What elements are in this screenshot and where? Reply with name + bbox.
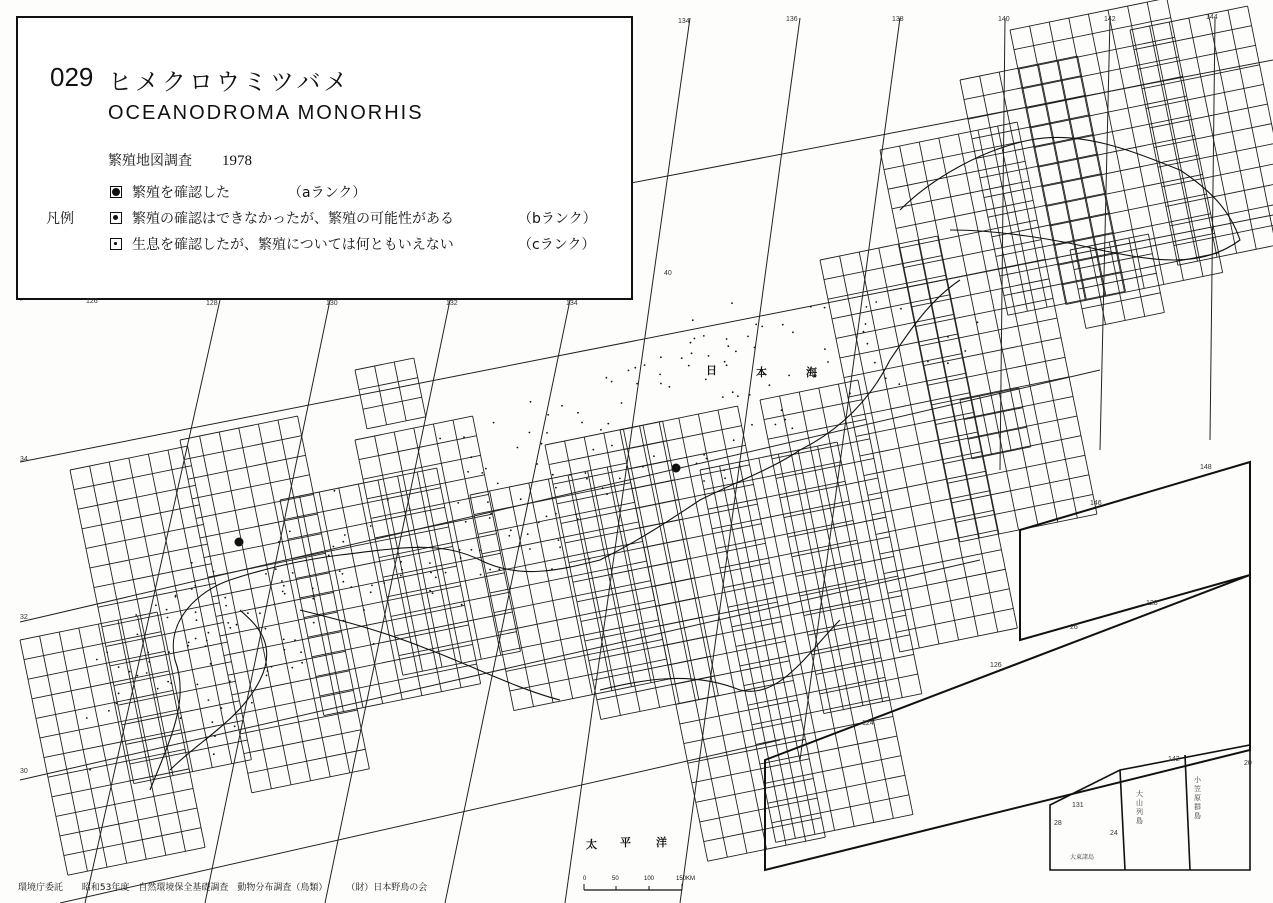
longitude-tick: 134 <box>678 18 690 25</box>
scale-label: 150KM <box>676 876 696 882</box>
latitude-tick: 34 <box>20 456 28 463</box>
latitude-tick: 30 <box>20 768 28 775</box>
inset-tick: 128 <box>1146 600 1158 607</box>
inset-tick: 142 <box>1168 756 1180 763</box>
longitude-tick: 126 <box>86 298 98 305</box>
grid-block <box>470 463 671 710</box>
dot-in-square-icon <box>110 212 122 224</box>
scale-label: 50 <box>612 876 619 882</box>
longitude-tick: 144 <box>1206 14 1218 21</box>
small-dot-in-square-icon <box>110 238 122 250</box>
scale-label: 100 <box>644 876 655 882</box>
legend-item-text: 繁殖を確認した <box>132 185 230 201</box>
footer-credits <box>18 880 443 893</box>
inset-label-daito: 大東諸島 <box>1070 855 1095 861</box>
survey-year: 1978 <box>222 153 252 169</box>
legend-heading: 凡例 <box>46 211 74 227</box>
latitude-tick: 32 <box>20 614 28 621</box>
graticule-line <box>85 300 220 903</box>
legend-item-rank: （aランク） <box>288 185 367 201</box>
grid-block <box>880 122 1097 542</box>
longitude-tick: 128 <box>206 300 218 307</box>
grid-block <box>1130 6 1273 265</box>
sea-of-japan-label-2: 本 <box>756 366 767 379</box>
legend-item-b <box>110 208 597 228</box>
inset-tick: 131 <box>1072 802 1084 809</box>
inset-tick: 28 <box>1054 820 1062 827</box>
longitude-tick: 136 <box>786 16 798 23</box>
pacific-ocean-label-2: 平 <box>620 836 631 849</box>
grid-block <box>545 421 718 719</box>
filled-circle-in-square-icon <box>110 186 122 198</box>
inset-tick: 148 <box>1200 464 1212 471</box>
legend-item-rank: （bランク） <box>518 211 597 227</box>
longitude-tick: 142 <box>1104 16 1116 23</box>
legend-item-a <box>110 182 367 202</box>
legend-item-c <box>110 234 596 254</box>
longitude-tick: 132 <box>446 300 458 307</box>
longitude-tick: 134 <box>566 300 578 307</box>
sea-of-japan-label-3: 海 <box>806 366 817 379</box>
footer-commission: 環境庁委託 <box>18 883 64 893</box>
footer-org: （財）日本野鳥の会 <box>346 883 428 893</box>
pacific-ocean-label-3: 洋 <box>656 836 667 849</box>
longitude-tick: 140 <box>998 16 1010 23</box>
breeding-confirmed-marker <box>235 538 244 547</box>
inset-tick: 126 <box>990 662 1002 669</box>
grid-block <box>180 416 369 793</box>
sea-of-japan-label-1: 日 <box>706 364 717 377</box>
species-name-latin: OCEANODROMA MONORHIS <box>108 102 424 124</box>
legend-box <box>16 16 633 300</box>
inset-tick: 24 <box>1110 830 1118 837</box>
inset-label-bonin: 小笠原群島 <box>1194 777 1201 820</box>
longitude-tick: 130 <box>326 300 338 307</box>
footer-survey: 昭和53年度 自然環境保全基礎調査 動物分布調査（鳥類） <box>81 883 328 893</box>
breeding-confirmed-marker <box>672 464 681 473</box>
legend-item-rank: （cランク） <box>518 237 596 253</box>
inset-frame <box>1020 462 1250 640</box>
pacific-ocean-label-1: 太 <box>586 838 597 851</box>
inset-tick: 20 <box>1244 760 1252 767</box>
survey-name: 繁殖地図調査 <box>108 153 192 169</box>
longitude-tick: 138 <box>892 16 904 23</box>
legend-item-text: 繁殖の確認はできなかったが、繁殖の可能性がある <box>132 211 454 227</box>
inset-tick: 124 <box>862 720 874 727</box>
latitude-tick: 40 <box>664 270 672 277</box>
graticule-line <box>205 300 330 903</box>
graticule-line <box>1210 18 1215 440</box>
grid-block <box>1070 234 1164 328</box>
survey-title <box>108 150 252 170</box>
species-name-japanese: ヒメクロウミツバメ <box>108 68 351 96</box>
inset-tick: 146 <box>1090 500 1102 507</box>
grid-block <box>700 442 913 842</box>
graticule-line <box>20 370 1100 622</box>
legend-item-text: 生息を確認したが、繁殖については何ともいえない <box>132 237 454 253</box>
inset-frame <box>765 575 1250 870</box>
inset-label-islands: 大山列島 <box>1136 791 1143 825</box>
inset-tick: 26 <box>1070 624 1078 631</box>
scale-label: 0 <box>583 876 587 882</box>
species-number: 029 <box>50 62 94 92</box>
